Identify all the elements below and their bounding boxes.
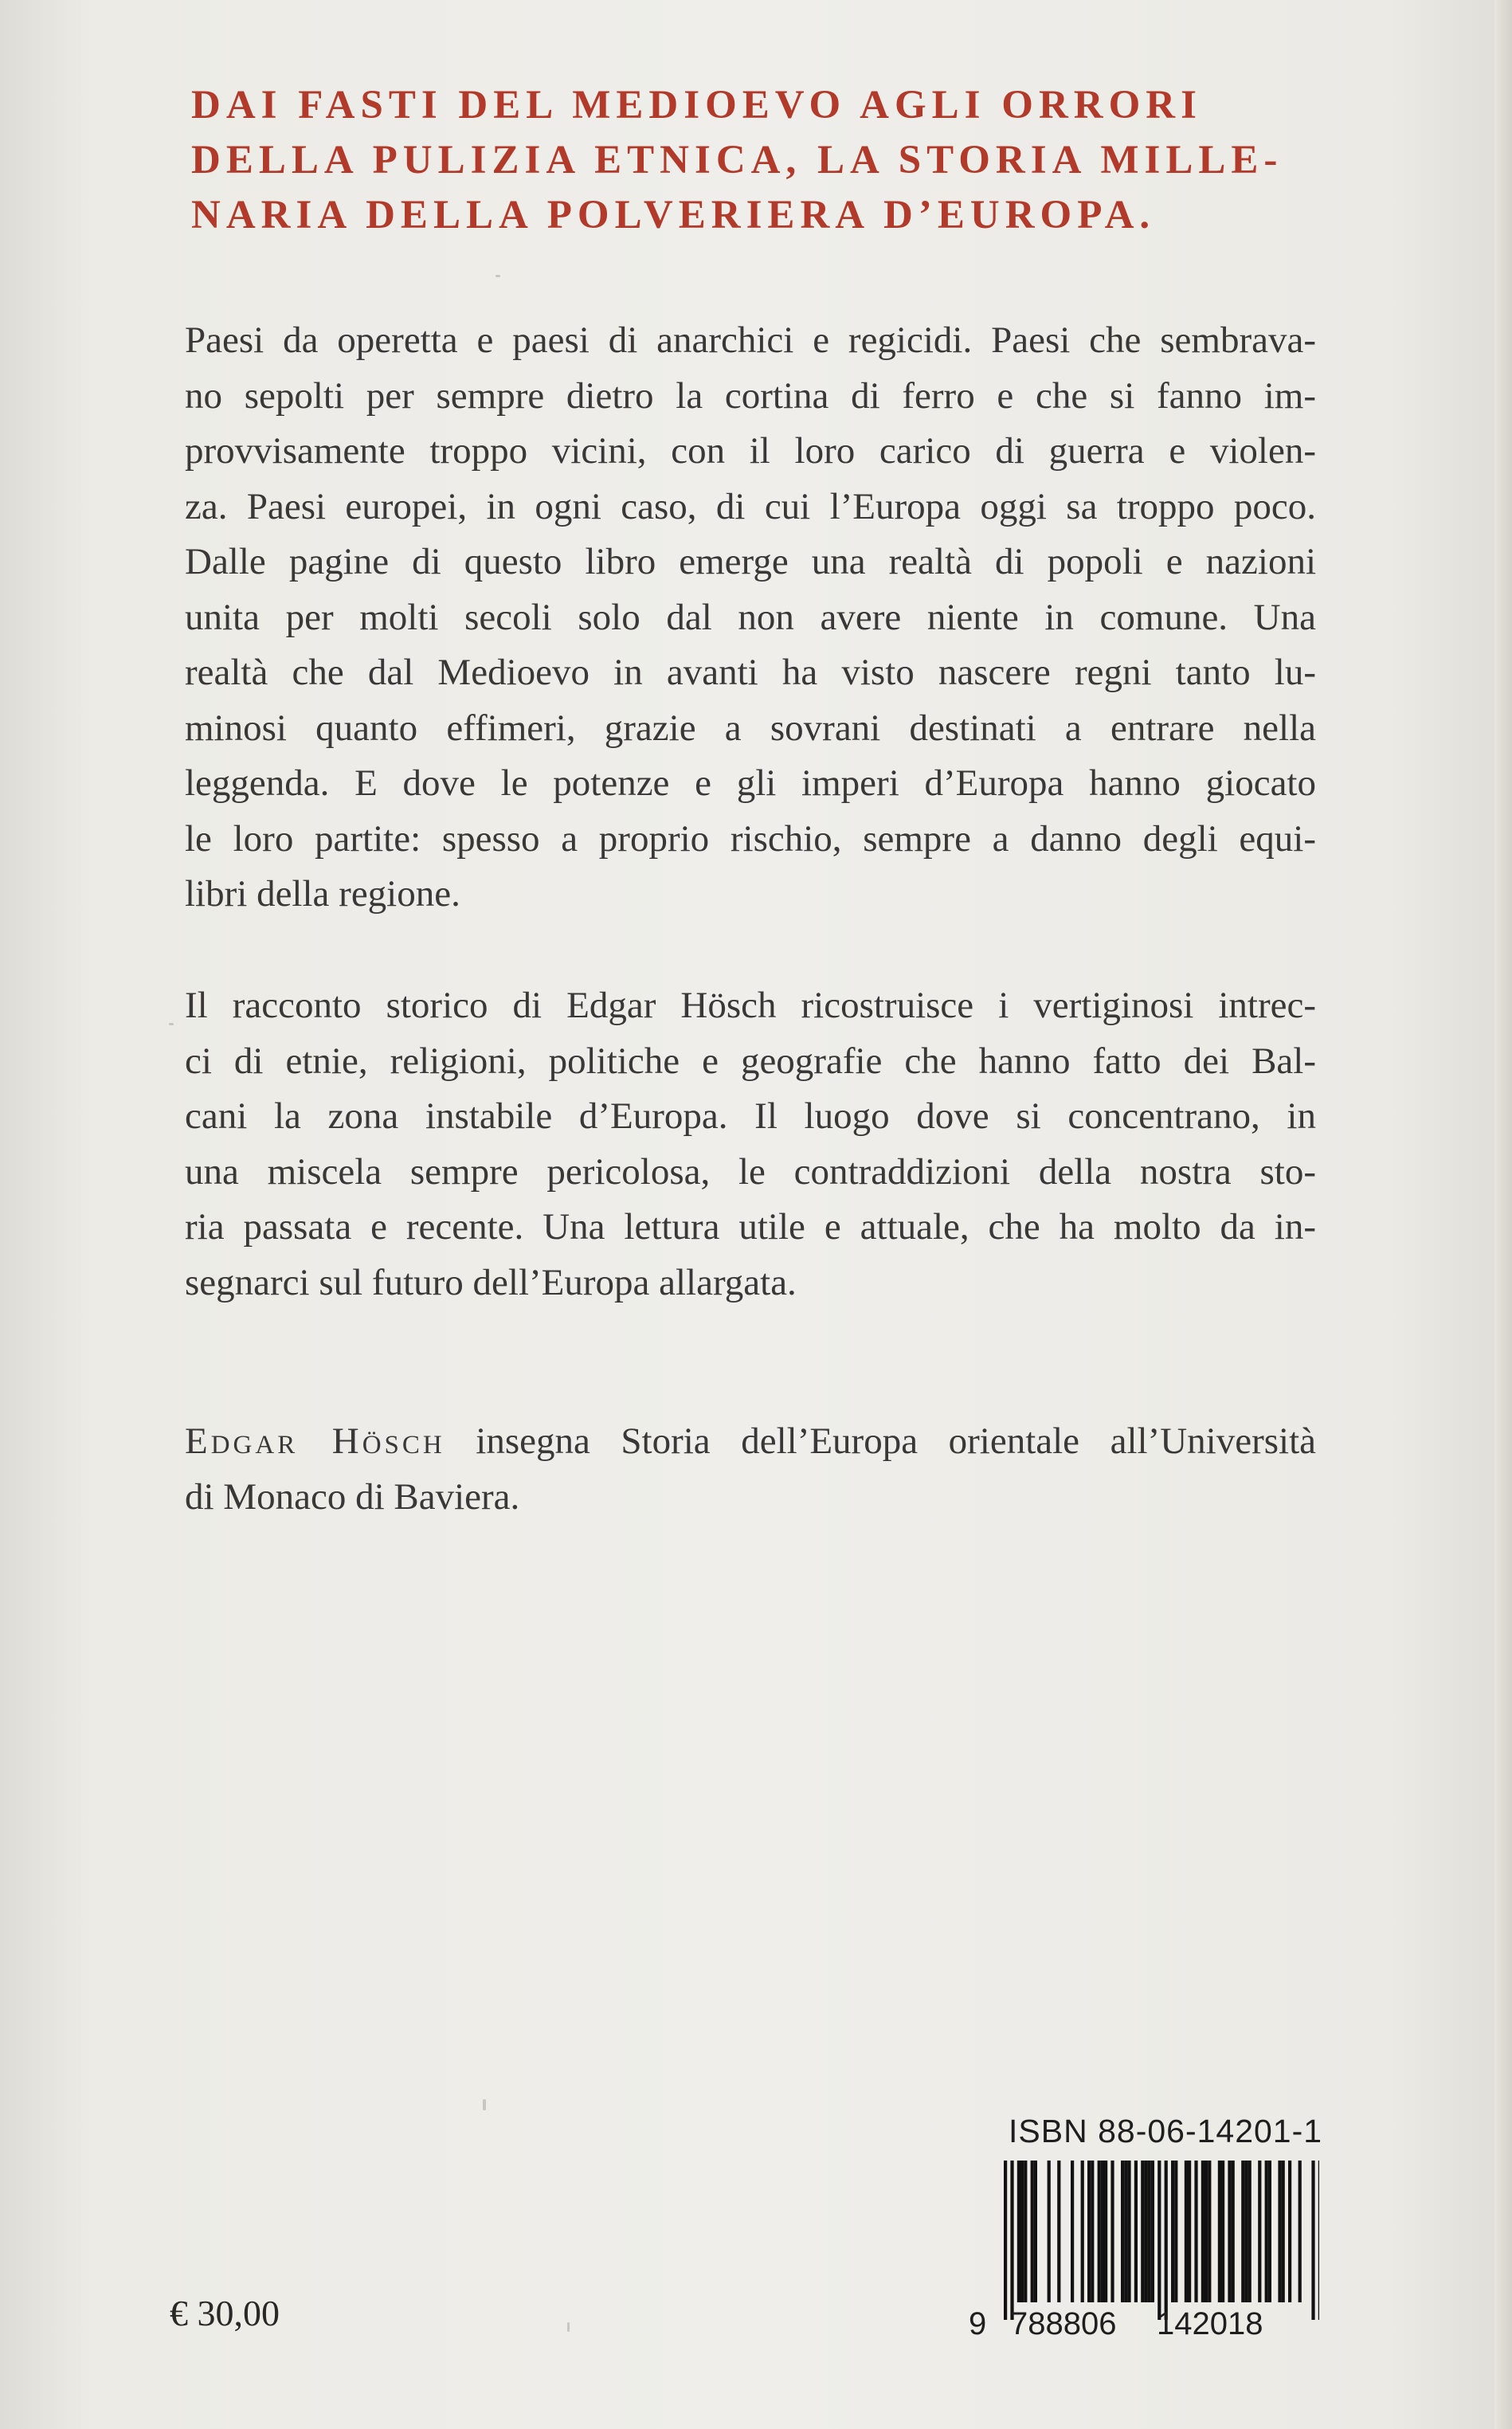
- author-name: Edgar Hösch: [185, 1420, 445, 1462]
- barcode-bar: [1034, 2161, 1037, 2302]
- barcode-bar: [1081, 2161, 1084, 2302]
- cover-edge: [1494, 0, 1512, 2429]
- barcode-bar: [1201, 2161, 1205, 2302]
- barcode-bar: [1104, 2161, 1107, 2302]
- barcode-bar: [1288, 2161, 1291, 2302]
- barcode-bar: [1165, 2161, 1168, 2320]
- barcode-bar: [1144, 2161, 1147, 2302]
- barcode-bar: [1141, 2161, 1144, 2302]
- barcode-bar: [1205, 2161, 1208, 2302]
- barcode-right-digits: 142018: [1157, 2306, 1263, 2341]
- barcode-bar: [1218, 2161, 1221, 2302]
- barcode-bar: [1004, 2161, 1007, 2320]
- headline-line: NARIA DELLA POLVERIERA D’EUROPA.: [191, 193, 1156, 237]
- barcode-bar: [1174, 2161, 1177, 2302]
- blurb-paragraph-1: [185, 313, 1316, 923]
- barcode-bar: [1151, 2161, 1154, 2302]
- barcode-bar: [1024, 2161, 1027, 2302]
- text-line: realtà che dal Medioevo in avanti ha visto nascere regni tanto lu-: [185, 652, 1316, 693]
- paper-speck: [567, 2322, 570, 2332]
- text-line: segnarci sul futuro dell’Europa allargata.: [185, 1261, 797, 1303]
- barcode-bar: [1127, 2161, 1130, 2302]
- barcode-bar: [1087, 2161, 1091, 2302]
- barcode-bar: [1010, 2161, 1013, 2320]
- barcode: [969, 2161, 1319, 2344]
- barcode-bar: [1071, 2161, 1074, 2302]
- isbn-label: ISBN 88-06-14201-1: [1009, 2113, 1323, 2149]
- barcode-bar: [1194, 2161, 1197, 2302]
- barcode-bar: [1208, 2161, 1211, 2302]
- barcode-bar: [1091, 2161, 1094, 2302]
- barcode-bar: [1282, 2161, 1285, 2302]
- text-line: Dalle pagine di questo libro emerge una realtà di popoli e nazioni: [185, 541, 1316, 582]
- price: € 30,00: [170, 2293, 280, 2333]
- barcode-bar: [1299, 2161, 1302, 2302]
- text-line: minosi quanto effimeri, grazie a sovrani destinati a entrare nella: [185, 707, 1316, 749]
- paper-speck: [483, 2099, 486, 2110]
- barcode-bar: [1221, 2161, 1224, 2302]
- barcode-bar: [1318, 2161, 1319, 2320]
- text-line: leggenda. E dove le potenze e gli imperi d’Europa hanno giocato: [185, 762, 1316, 804]
- headline: [191, 78, 1338, 243]
- author-bio-text: insegna Storia dell’Europa orientale all’Università: [445, 1420, 1316, 1462]
- headline-line: DELLA PULIZIA ETNICA, LA STORIA MILLE-: [191, 138, 1283, 182]
- text-line: le loro partite: spesso a proprio rischio, sempre a danno degli equi-: [185, 817, 1316, 860]
- text-line: ria passata e recente. Una lettura utile e attuale, che ha molto da in-: [185, 1206, 1316, 1248]
- text-line: Paesi da operetta e paesi di anarchici e regicidi. Paesi che sembrava-: [185, 319, 1316, 361]
- text-line: za. Paesi europei, in ogni caso, di cui l’Europa oggi sa troppo poco.: [185, 485, 1316, 527]
- text-line: provvisamente troppo vicini, con il loro carico di guerra e violen-: [185, 430, 1316, 472]
- barcode-bar: [1158, 2161, 1161, 2320]
- barcode-lead-digit: 9: [969, 2306, 987, 2341]
- author-bio: [185, 1414, 1316, 1525]
- barcode-bar: [1228, 2161, 1231, 2302]
- headline-line: DAI FASTI DEL MEDIOEVO AGLI ORRORI: [191, 83, 1202, 127]
- barcode-bar: [1232, 2161, 1235, 2302]
- barcode-bar: [1188, 2161, 1191, 2302]
- barcode-bar: [1110, 2161, 1114, 2302]
- text-line: no sepolti per sempre dietro la cortina di ferro e che si fanno im-: [185, 374, 1316, 417]
- paper-speck: [169, 1023, 174, 1025]
- barcode-bar: [1121, 2161, 1124, 2302]
- barcode-bar: [1031, 2161, 1034, 2302]
- barcode-bar: [1017, 2161, 1020, 2302]
- barcode-bar: [1265, 2161, 1268, 2302]
- barcode-bar: [1241, 2161, 1244, 2302]
- barcode-bar: [1185, 2161, 1188, 2302]
- barcode-left-digits: 788806: [1010, 2306, 1117, 2341]
- author-bio-line: [185, 1414, 1316, 1470]
- text-line: libri della regione.: [185, 873, 460, 915]
- barcode-bar: [1248, 2161, 1252, 2302]
- barcode-bar: [1124, 2161, 1127, 2302]
- barcode-bar: [1057, 2161, 1060, 2302]
- text-line: Il racconto storico di Edgar Hösch ricostruisce i vertiginosi intrec-: [185, 985, 1316, 1026]
- barcode-bar: [1098, 2161, 1101, 2302]
- barcode-bar: [1258, 2161, 1261, 2302]
- barcode-bar: [1268, 2161, 1271, 2302]
- barcode-bar: [1148, 2161, 1151, 2302]
- barcode-bar: [1101, 2161, 1104, 2302]
- blurb-paragraph-2: [185, 978, 1316, 1310]
- paper-speck: [496, 275, 500, 277]
- text-line: ci di etnie, religioni, politiche e geografie che hanno fatto dei Bal-: [185, 1040, 1316, 1082]
- barcode-bar: [1278, 2161, 1281, 2302]
- text-line: una miscela sempre pericolosa, le contraddizioni della nostra sto-: [185, 1150, 1316, 1193]
- text-line: cani la zona instabile d’Europa. Il luogo dove si concentrano, in: [185, 1095, 1316, 1137]
- barcode-bar: [1020, 2161, 1024, 2302]
- barcode-bar: [1048, 2161, 1051, 2302]
- text-line: unita per molti secoli solo dal non avere niente in comune. Una: [185, 596, 1316, 638]
- barcode-bar: [1244, 2161, 1248, 2302]
- author-bio-line: di Monaco di Baviera.: [185, 1475, 520, 1518]
- barcode-graphic: [969, 2161, 1319, 2344]
- barcode-bar: [1134, 2161, 1138, 2302]
- barcode-bar: [1171, 2161, 1174, 2302]
- barcode-bar: [1311, 2161, 1314, 2320]
